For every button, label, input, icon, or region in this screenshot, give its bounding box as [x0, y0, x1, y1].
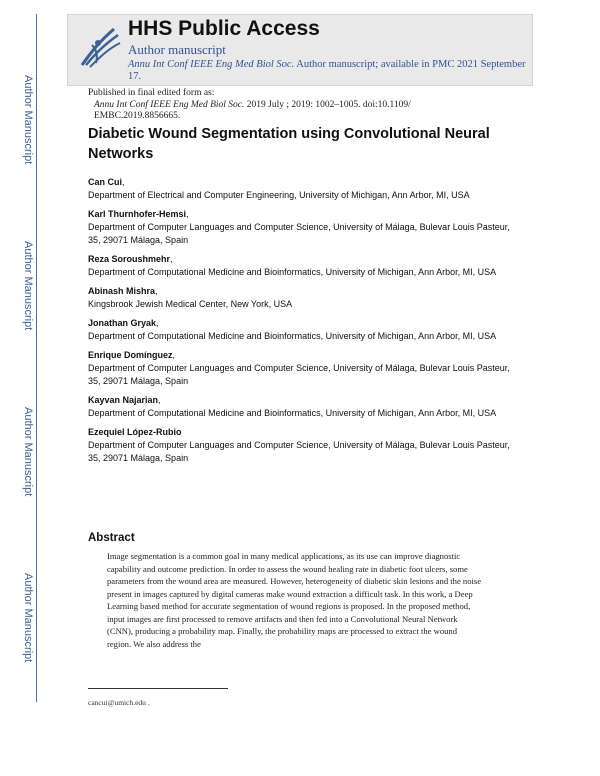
header-subtitle: Author manuscript: [128, 42, 226, 57]
author-affiliation: Kingsbrook Jewish Medical Center, New York, USA: [88, 299, 293, 309]
author-name: Reza Soroushmehr: [88, 254, 171, 264]
sidebar-label: Author Manuscript: [22, 241, 34, 331]
footnote-email: cancui@umich.edu .: [88, 698, 150, 707]
author-name: Karl Thurnhofer-Hemsi: [88, 209, 187, 219]
author-entry: Can Cui, Department of Electrical and Computer Engineering, University of Michigan, Ann Arbor, MI, USA: [88, 176, 518, 202]
published-journal: Annu Int Conf IEEE Eng Med Biol Soc.: [94, 99, 245, 110]
author-list: [88, 176, 518, 471]
sidebar-label: Author Manuscript: [22, 407, 34, 497]
author-affiliation: Department of Electrical and Computer Engineering, University of Michigan, Ann Arbor, MI, USA: [88, 190, 470, 200]
footnote-divider: [88, 688, 228, 689]
published-info: [88, 88, 488, 123]
paper-title: Diabetic Wound Segmentation using Convolutional Neural Networks: [88, 126, 490, 162]
header-title: HHS Public Access: [128, 17, 320, 40]
author-manuscript-sidebar: [0, 0, 40, 700]
author-entry: [88, 426, 518, 465]
published-details: 2019 July ; 2019: 1002–1005. doi:10.1109/ EMBC.2019.8856665.: [94, 99, 411, 121]
header-availability: Author manuscript; available in PMC 2021 September 17.: [128, 59, 526, 82]
published-citation: [88, 100, 488, 123]
author-affiliation: Department of Computer Languages and Computer Science, University of Málaga, Bulevar Louis Pasteur, 35, 29071 Málaga, Spain: [88, 222, 510, 245]
sidebar-divider: [36, 14, 37, 702]
published-line: Published in final edited form as:: [88, 88, 215, 98]
header-journal: Annu Int Conf IEEE Eng Med Biol Soc.: [128, 59, 295, 70]
author-entry: Enrique Domínguez, Department of Computer Languages and Computer Science, University of Málaga, Bulevar Louis Pasteur, 35, 29071 Málaga, Spain: [88, 349, 518, 388]
author-affiliation: Department of Computer Languages and Computer Science, University of Málaga, Bulevar Louis Pasteur, 35, 29071 Málaga, Spain: [88, 440, 510, 463]
author-entry: Abinash Mishra, Kingsbrook Jewish Medical Center, New York, USA: [88, 285, 518, 311]
author-entry: Kayvan Najarian, Department of Computational Medicine and Bioinformatics, University of Michigan, Ann Arbor, MI, USA: [88, 394, 518, 420]
author-entry: Reza Soroushmehr, Department of Computational Medicine and Bioinformatics, University of Michigan, Ann Arbor, MI, USA: [88, 253, 518, 279]
author-name: Kayvan Najarian: [88, 395, 159, 405]
hhs-header: [67, 14, 533, 86]
author-affiliation: Department of Computer Languages and Computer Science, University of Málaga, Bulevar Louis Pasteur, 35, 29071 Málaga, Spain: [88, 363, 510, 386]
abstract-text: Image segmentation is a common goal in many medical applications, as its use can improve diagnostic capability and outcome prediction. In order to assess the wound healing rate in diabetic foot ulcers, some parameters from the wound area are measured. However, heterogeneity of diabetic skin lesions and the noise present in images captured by digital cameras make wound extraction a difficult task. In this work, a Deep Learning based method for accurate segmentation of wound regions is proposed. In the proposed method, input images are first processed to remove artifacts and then fed into a Convolutional Neural Network (CNN), producing a probability map. Finally, the probability maps are processed to extract the wound region. We also address the: [107, 551, 482, 649]
author-name: Ezequiel López-Rubio: [88, 427, 182, 437]
author-name: Enrique Domínguez: [88, 350, 173, 360]
abstract-heading: Abstract: [88, 532, 135, 544]
author-affiliation: Department of Computational Medicine and Bioinformatics, University of Michigan, Ann Arbor, MI, USA: [88, 331, 497, 341]
header-citation: [128, 59, 528, 83]
sidebar-label: Author Manuscript: [22, 573, 34, 663]
author-entry: Jonathan Gryak, Department of Computational Medicine and Bioinformatics, University of Michigan, Ann Arbor, MI, USA: [88, 317, 518, 343]
sidebar-label: Author Manuscript: [22, 75, 34, 165]
author-name: Jonathan Gryak: [88, 318, 157, 328]
author-name: Can Cui: [88, 177, 123, 187]
author-entry: Karl Thurnhofer-Hemsi, Department of Computer Languages and Computer Science, University of Málaga, Bulevar Louis Pasteur, 35, 29071 Málaga, Spain: [88, 208, 518, 247]
author-affiliation: Department of Computational Medicine and Bioinformatics, University of Michigan, Ann Arbor, MI, USA: [88, 267, 497, 277]
author-affiliation: Department of Computational Medicine and Bioinformatics, University of Michigan, Ann Arbor, MI, USA: [88, 408, 497, 418]
author-name: Abinash Mishra: [88, 286, 156, 296]
hhs-eagle-logo-icon: [74, 21, 124, 77]
